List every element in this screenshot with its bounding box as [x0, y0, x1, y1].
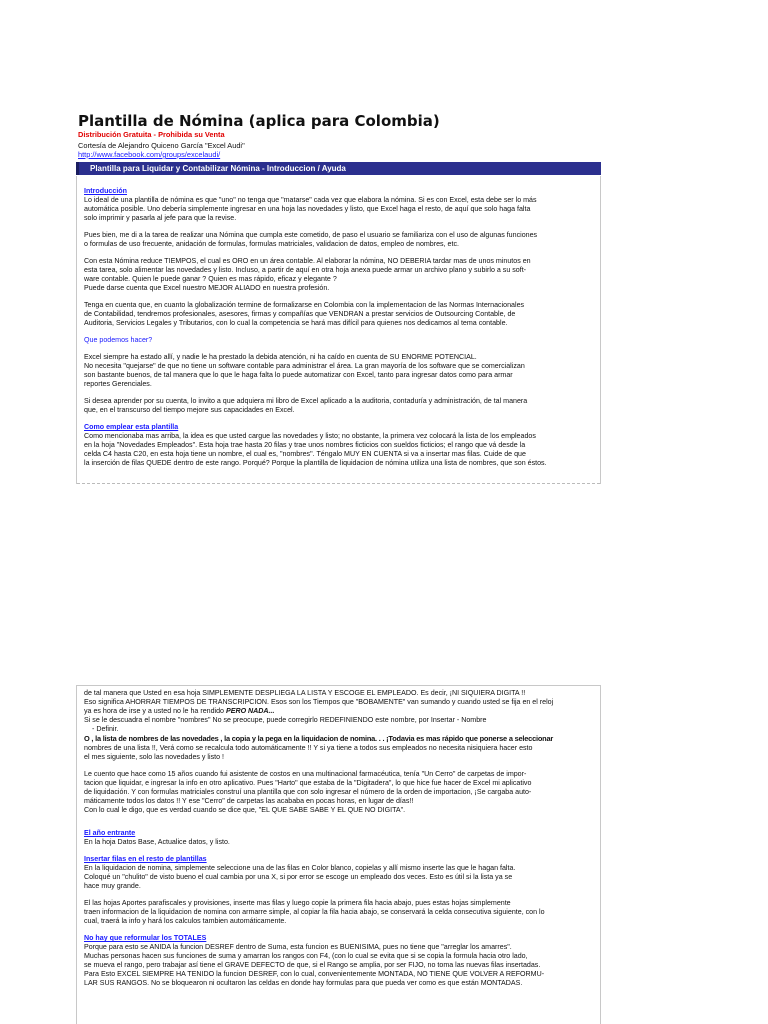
- totals-section: [84, 934, 594, 988]
- usage-paragraph: [84, 432, 594, 468]
- text-line: ware contable. Quien le puede ganar ? Quien es mas rápido, eficaz y elegante ?: [84, 275, 337, 283]
- text-line: reportes Gerenciales.: [84, 380, 152, 388]
- text-line: hace muy grande.: [84, 882, 141, 890]
- text-line: traen informacion de la liquidacion de nomina con armarre simple, al copiar la fila hacia abajo, se conservará la celda consecutiva siguiente, con lo: [84, 908, 545, 916]
- page-title: Plantilla de Nómina (aplica para Colombia): [78, 112, 440, 130]
- bold-tip-line: O , la lista de nombres de las novedades , la copia y la pega en la liquidacion de nomina. . . ¡Todavia es mas rápido que ponerse a seleccionar: [84, 734, 554, 743]
- text-line: de Contabilidad, tendremos profesionales, asesores, firmas y compañías que VENDRAN a prestar servicios de Outsourcing Contable, de: [84, 310, 516, 318]
- author-courtesy: Cortesía de Alejandro Quiceno García "Excel Audi": [78, 141, 245, 150]
- text-line: máticamente todos los datos !! Y ese "Cerro" de carpetas las acababa en pocas horas, en lugar de días!!: [84, 797, 414, 805]
- text-line: nombres de una lista !!, Verá como se recalcula todo automáticamente !! Y si ya tiene a todos sus empleados no necesita nisiquiera hacer esto: [84, 744, 533, 752]
- insert-rows-paragraph-2: [84, 899, 594, 926]
- text-line: Con esta Nómina reduce TIEMPOS, el cual es ORO en un área contable. Al elaborar la nómina, NO DEBERIA tardar mas de unos minutos en: [84, 257, 531, 265]
- text-line: Tenga en cuenta que, en cuanto la globalización termine de formalizarse en Colombia con la implementacion de las Normas Internacionales: [84, 301, 525, 309]
- next-year-heading[interactable]: El año entrante: [84, 829, 136, 837]
- text-line: Con lo cual le digo, que es verdad cuando se dice que, "EL QUE SABE SABE Y EL QUE NO DIGITA".: [84, 806, 406, 814]
- text-line: Como mencionaba mas arriba, la idea es que usted cargue las novedades y listo; no obstante, la primera vez colocará la lista de los empleados: [84, 432, 536, 440]
- text-line: automática posible. Uno debería simplemente ingresar en una hoja las novedades y listo, que Excel haga el resto, de aquí que solo haga falta: [84, 205, 531, 213]
- text-line: se mueva el rango, pero trabajar así tiene el GRAVE DEFECTO de que, si el Rango se amplia, por ser FIJO, no toma las nuevas filas insertadas.: [84, 961, 541, 969]
- text-line: de tal manera que Usted en esa hoja SIMPLEMENTE DESPLIEGA LA LISTA Y ESCOGE EL EMPLEADO. Es decir, ¡NI SIQUIERA DIGITA !!: [84, 689, 526, 697]
- text-line: en la hoja "Novedades Empleados". Esta hoja trae hasta 20 filas y trae unos nombres ficticios con sueldos ficticios; el rango que vá desde la: [84, 441, 526, 449]
- help-panel-top: [76, 176, 601, 484]
- question-heading: Que podemos hacer?: [84, 336, 153, 344]
- text-line: LAR SUS RANGOS. No se bloquearon ni ocultaron las celdas en donde hay formulas para que pueda ver como es que están MONTADAS.: [84, 979, 523, 987]
- text-line: esta tarea, solo alimentar las novedades y listo. Incluso, a partir de aquí en otra hoja anexa puede armar un archivo plano y subirlo a su soft-: [84, 266, 527, 274]
- continuation-paragraph: [84, 689, 594, 762]
- section-header-label: Plantilla para Liquidar y Contabilizar Nómina - Introduccion / Ayuda: [90, 164, 346, 173]
- text-line: tacion que liquidar, e ingresar la info en otro aplicativo. Pues "Harto" que estaba de la "Digitadera", lo que hice fue hacer de Excel mi aplicativo: [84, 779, 532, 787]
- intro-paragraph-1: [84, 196, 594, 223]
- text-line: Muchas personas hacen sus funciones de suma y amarran los rangos con F4, (con lo cual se evita que si se copia la formula hacia otro lado,: [84, 952, 528, 960]
- text-line: - Definir.: [92, 725, 119, 733]
- text-line: Porque para esto se ANIDA la funcion DESREF dentro de Suma, esta funcion es BUENISIMA, pues no tiene que "arreglar los amarres".: [84, 943, 512, 951]
- emphasis-text: PERO NADA...: [225, 707, 275, 715]
- usage-heading[interactable]: Como emplear esta plantilla: [84, 423, 179, 431]
- text-line: Pues bien, me di a la tarea de realizar una Nómina que cumpla este cometido, de paso el usuario se familiariza con el uso de algunas funciones: [84, 231, 538, 239]
- text-line: o formulas de uso frecuente, anidación de formulas, formulas matriciales, validacion de datos, empleo de nombres, etc.: [84, 240, 459, 248]
- anecdote-paragraph: [84, 770, 594, 815]
- text-line: Puede darse cuenta que Excel nuestro MEJOR ALIADO en nuestra profesión.: [84, 284, 330, 292]
- question-paragraph-1: [84, 353, 594, 389]
- text-line: Excel siempre ha estado allí, y nadie le ha prestado la debida atención, ni ha caído en cuenta de SU ENORME POTENCIAL.: [84, 353, 477, 361]
- text-line: Auditoria, Servicios Legales y Tributarios, con lo cual la competencia se hará mas difícil para quienes nos dedicamos al tema contable.: [84, 319, 508, 327]
- help-content-bottom: [84, 689, 594, 988]
- intro-heading[interactable]: Introducción: [84, 187, 127, 195]
- next-year-section: [84, 829, 594, 847]
- intro-paragraph-4: [84, 301, 594, 328]
- question-paragraph-2: [84, 397, 594, 415]
- help-content-top: [84, 187, 594, 468]
- text-line: No necesita "quejarse" de que no tiene un software contable para administrar el área. La gran mayoría de los software que se comercializan: [84, 362, 525, 370]
- text-line: cual, traerá la info y hará los calculos tambien automáticamente.: [84, 917, 287, 925]
- insert-rows-heading[interactable]: Insertar filas en el resto de plantillas: [84, 855, 207, 863]
- text-line: Coloqué un "chulito" de visto bueno el cual cambia por una X, si por error se escoge un empleado dos veces. Esto es útil si la lista ya se: [84, 873, 513, 881]
- text-line: En la liquidacion de nomina, simplemente seleccione una de las filas en Color blanco, copielas y allí mismo inserte las que le hagan falta.: [84, 864, 516, 872]
- intro-paragraph-2: [84, 231, 594, 249]
- question-heading-wrap: [84, 336, 594, 345]
- text-line: En la hoja Datos Base, Actualice datos, y listo.: [84, 838, 230, 846]
- text-line: Le cuento que hace como 15 años cuando fui asistente de costos en una multinacional farmacéutica, tenía "Un Cerro" de carpetas de impor-: [84, 770, 527, 778]
- text-line: Si desea aprender por su cuenta, lo invito a que adquiera mi libro de Excel aplicado a la auditoria, contaduría y administración, de tal manera: [84, 397, 528, 405]
- section-header-bar: [76, 162, 601, 175]
- totals-heading[interactable]: No hay que reformular los TOTALES: [84, 934, 207, 942]
- text-line: de liquidación. Y con formulas matriciales construí una plantilla que con solo ingresar el número de la orden de importacion, ¡Se cargaba auto-: [84, 788, 532, 796]
- text-line: la inserción de filas QUEDE dentro de este rango. Porqué? Porque la plantilla de liquidacion de nómina utiliza una lista de nombres, que son éstos.: [84, 459, 547, 467]
- facebook-group-link[interactable]: http://www.facebook.com/groups/excelaudi/: [78, 150, 221, 159]
- help-panel-bottom: [76, 685, 601, 1024]
- text-line: El las hojas Aportes parafiscales y provisiones, inserte mas filas y luego copie la primera fila hacia abajo, pues estas hojas simplemente: [84, 899, 511, 907]
- text-line: son bastante buenos, de tal manera que lo que le haga falta lo puede automatizar con Excel, tanto para ingresar datos como para armar: [84, 371, 513, 379]
- text-line: el mes siguiente, solo las novedades y listo !: [84, 753, 224, 761]
- intro-paragraph-3: [84, 257, 594, 293]
- distribution-notice: Distribución Gratuita - Prohibida su Venta: [78, 130, 225, 139]
- text-line: Lo ideal de una plantilla de nómina es que "uno" no tenga que "matarse" cada vez que elabora la nómina. Si es con Excel, esta debe ser lo más: [84, 196, 537, 204]
- text-line: Si se le descuadra el nombre "nombres" No se preocupe, puede corregirlo REDEFINIENDO este nombre, por Insertar - Nombre: [84, 716, 487, 724]
- insert-rows-section: [84, 855, 594, 891]
- text-line: que, en el transcurso del tiempo mejore sus capacidades en Excel.: [84, 406, 295, 414]
- text-line: Para Esto EXCEL SIEMPRE HA TENIDO la funcion DESREF, con lo cual, convenientemente MONTADA, NO TIENE QUE VOLVER A REFORMU-: [84, 970, 545, 978]
- text-line: solo imprimir y pasarla al jefe para que la revise.: [84, 214, 237, 222]
- text-line: Eso significa AHORRAR TIEMPOS DE TRANSCRIPCION. Esos son los Tiempos que "BOBAMENTE" van sumando y cuando usted se fija en el reloj: [84, 698, 554, 706]
- text-line: ya es hora de irse y a usted no le ha rendido: [84, 707, 224, 715]
- text-line: celda C4 hasta C20, en esta hoja tiene un nombre, el cual es, "nombres". Téngalo MUY EN CUENTA si va a insertar mas filas. Cuide de que: [84, 450, 526, 458]
